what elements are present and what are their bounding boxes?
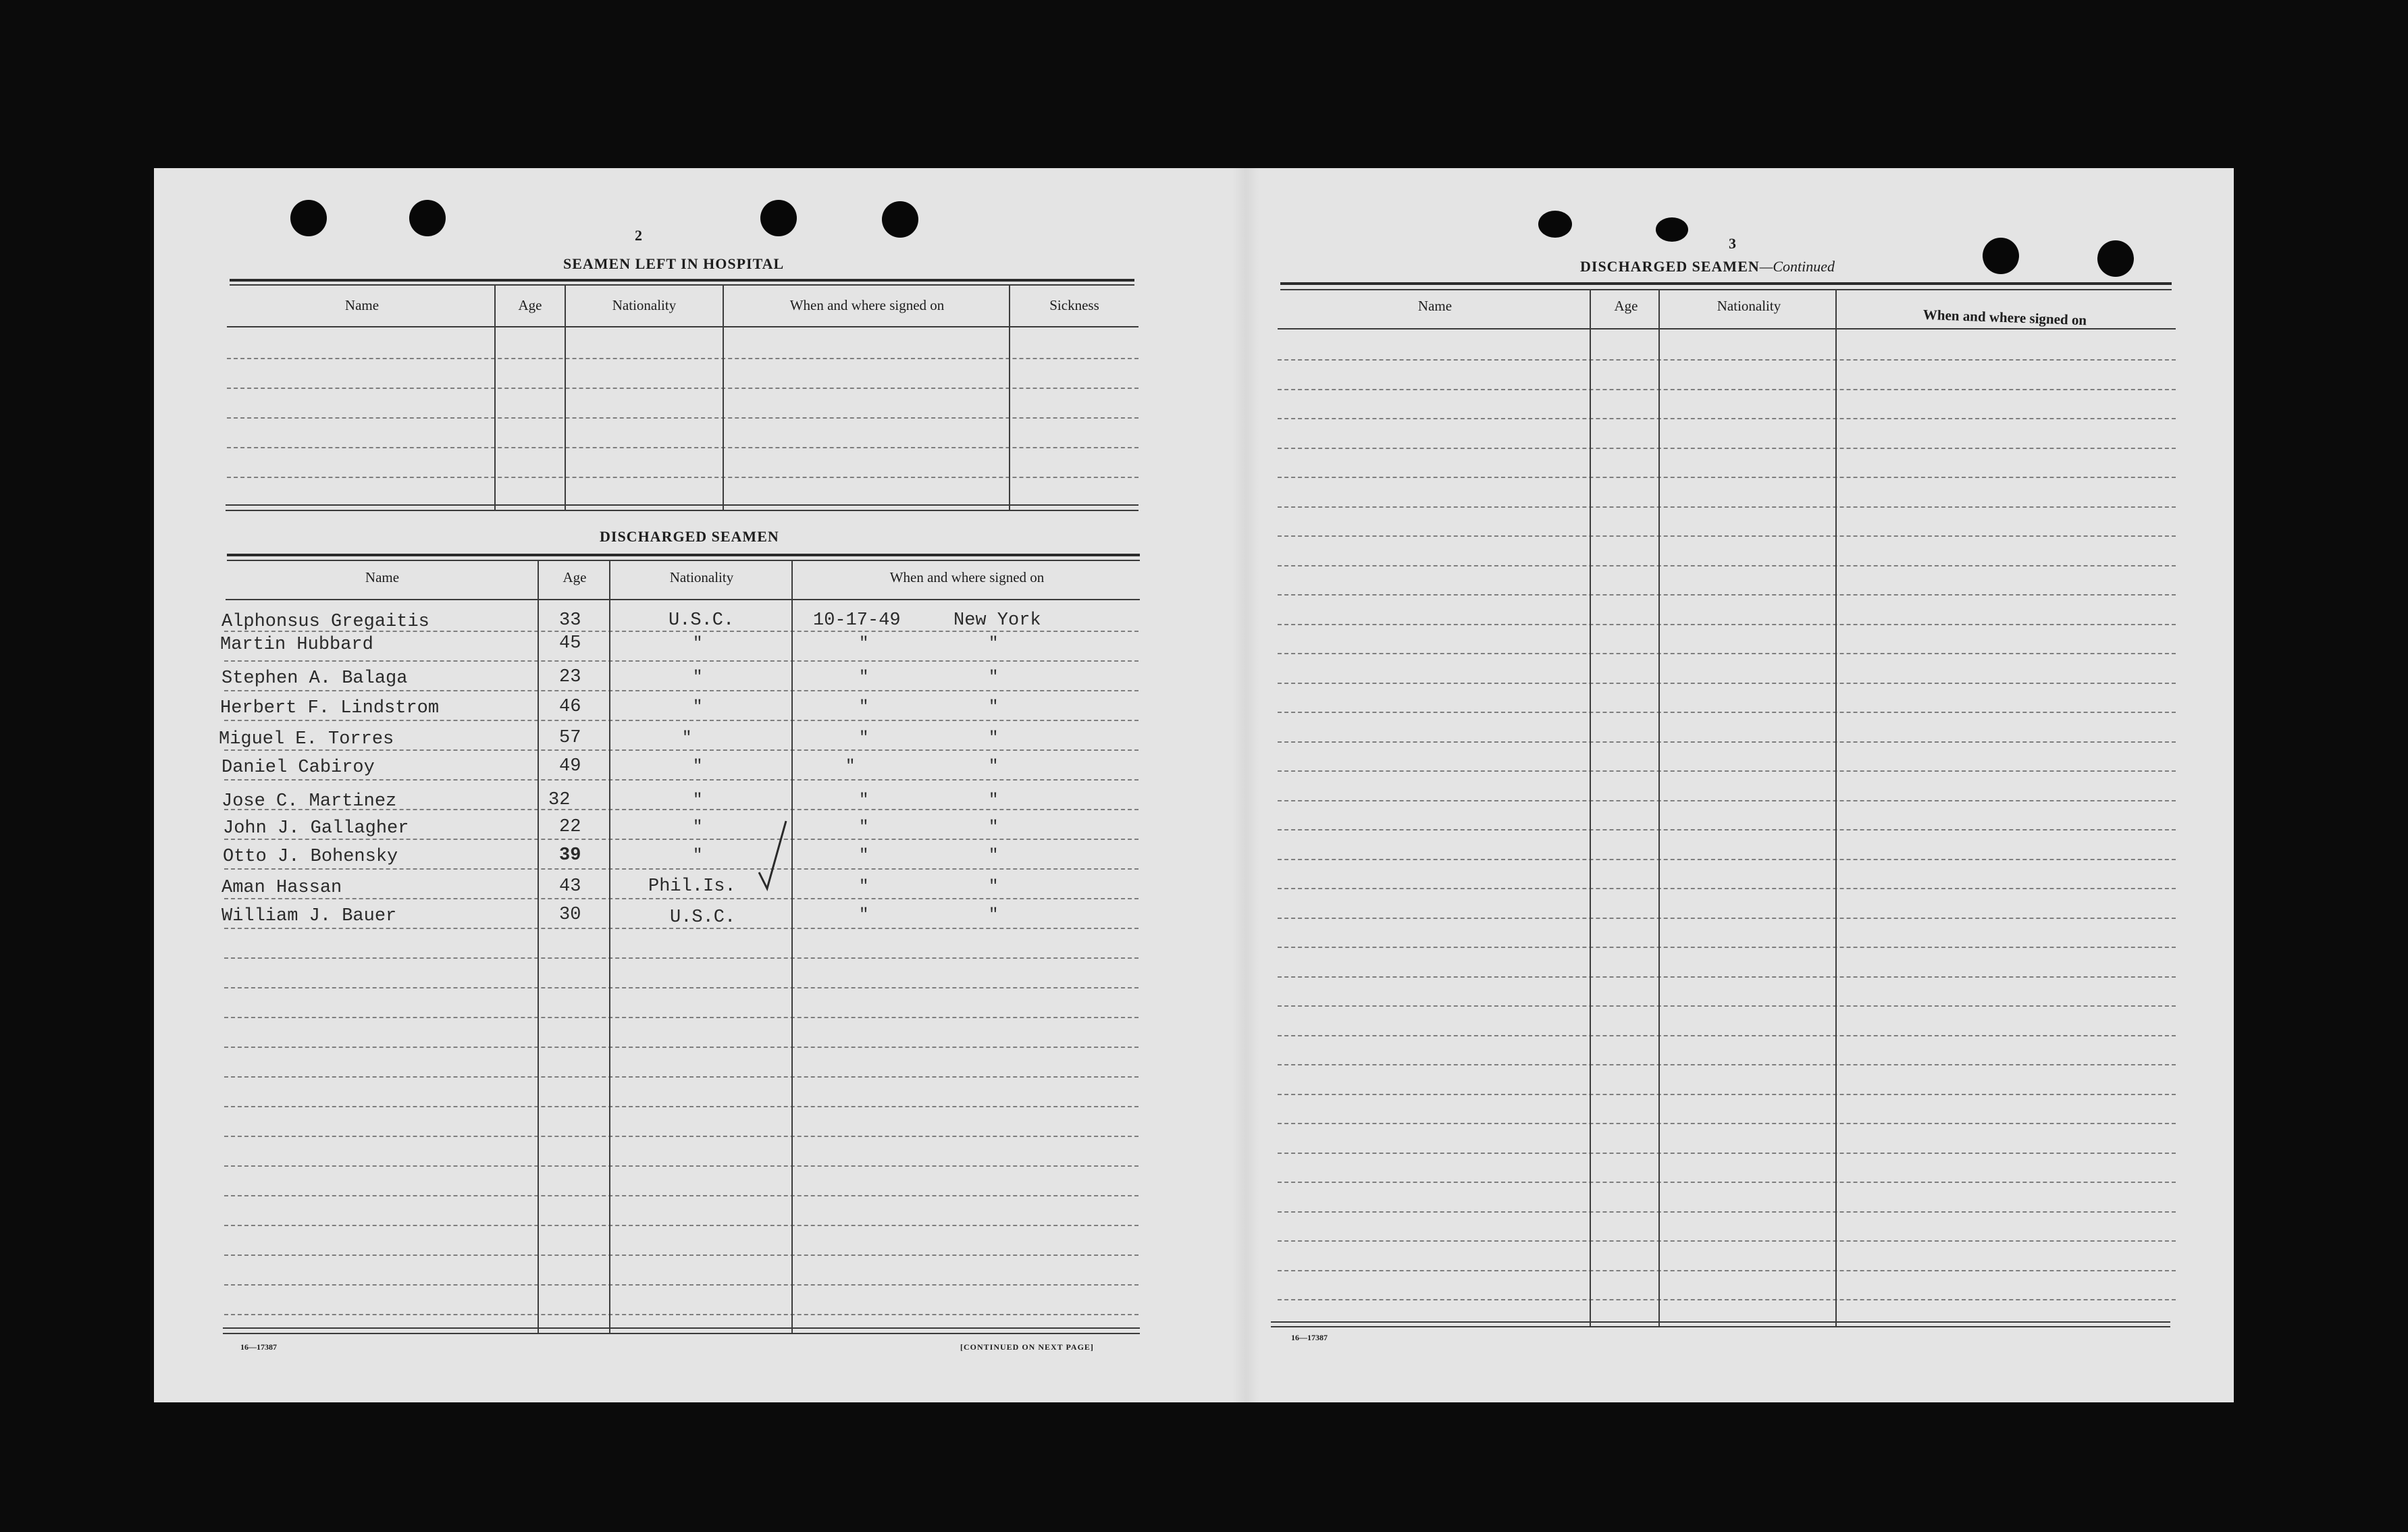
ruled-line <box>224 720 1138 721</box>
ruled-line <box>224 957 1138 959</box>
discharged-continued-title-text: DISCHARGED SEAMEN <box>1580 258 1760 275</box>
ditto-mark: " <box>859 906 869 924</box>
ruled-line <box>224 1284 1138 1286</box>
ruled-line <box>224 987 1138 988</box>
ruled-line <box>224 1225 1138 1226</box>
ditto-mark: " <box>989 729 999 747</box>
ruled-line <box>1278 859 2176 860</box>
ruled-line <box>1278 829 2176 830</box>
ruled-line <box>224 779 1138 781</box>
ditto-mark: " <box>859 847 869 865</box>
discharged-header-rule <box>226 599 1140 600</box>
right-col-divider <box>1658 289 1660 1326</box>
ditto-mark: " <box>693 668 703 687</box>
hospital-header-rule <box>227 326 1138 327</box>
right-col-divider <box>1590 289 1591 1326</box>
ruled-line <box>1278 770 2176 772</box>
ruled-line <box>224 1017 1138 1018</box>
hospital-col-divider <box>494 284 496 510</box>
ditto-mark: " <box>989 758 999 776</box>
seaman-age: 39 <box>559 845 581 866</box>
seaman-age: 43 <box>559 876 581 897</box>
right-top-rule-2 <box>1280 289 2172 290</box>
punch-hole <box>1983 238 2019 274</box>
ruled-line <box>227 358 1138 359</box>
ruled-line <box>1278 1005 2176 1007</box>
seaman-name: Stephen A. Balaga <box>221 668 408 689</box>
ruled-line <box>1278 741 2176 743</box>
ditto-mark: " <box>693 818 703 837</box>
seaman-age: 30 <box>559 905 581 925</box>
hospital-bottom-rule-2 <box>226 510 1138 511</box>
ruled-line <box>224 928 1138 929</box>
seaman-name: Martin Hubbard <box>220 635 373 655</box>
seaman-age: 33 <box>559 610 581 631</box>
seaman-age: 22 <box>559 817 581 837</box>
hospital-col-signed-on: When and where signed on <box>789 297 945 313</box>
ruled-line <box>224 1254 1138 1256</box>
ditto-mark: " <box>845 758 856 776</box>
ruled-line <box>1278 624 2176 625</box>
seaman-name: Miguel E. Torres <box>219 729 394 749</box>
seaman-name: Daniel Cabiroy <box>221 758 375 778</box>
ruled-line <box>224 1136 1138 1137</box>
ruled-line <box>224 1106 1138 1107</box>
ditto-mark: " <box>859 635 869 653</box>
ruled-line <box>1278 888 2176 889</box>
right-col-nationality: Nationality <box>1717 298 1781 314</box>
hospital-col-sickness: Sickness <box>1049 297 1099 313</box>
ruled-line <box>1278 1035 2176 1036</box>
continued-suffix: —Continued <box>1759 258 1835 275</box>
seaman-nationality: U.S.C. <box>669 610 735 631</box>
ruled-line <box>224 898 1138 899</box>
hospital-col-divider <box>1009 284 1010 510</box>
ditto-mark: " <box>859 878 869 896</box>
seaman-nationality: Phil.Is. <box>648 876 736 897</box>
discharged-col-name: Name <box>365 569 400 585</box>
ditto-mark: " <box>693 698 703 716</box>
ditto-mark: " <box>693 635 703 653</box>
punch-hole <box>1538 211 1572 238</box>
page-number: 2 <box>635 227 642 244</box>
ruled-line <box>1278 1240 2176 1242</box>
seaman-name: William J. Bauer <box>221 906 397 926</box>
ruled-line <box>1278 1123 2176 1124</box>
right-bottom-rule <box>1271 1321 2170 1323</box>
ditto-mark: " <box>693 758 703 776</box>
ruled-line <box>227 388 1138 389</box>
ditto-mark: " <box>859 818 869 837</box>
seaman-name: John J. Gallagher <box>223 818 409 839</box>
seaman-name: Jose C. Martinez <box>221 791 397 812</box>
ruled-line <box>1278 448 2176 449</box>
page-number: 3 <box>1729 235 1736 252</box>
ruled-line <box>1278 1299 2176 1300</box>
discharged-col-age: Age <box>562 569 587 585</box>
ruled-line <box>227 477 1138 478</box>
ruled-line <box>224 1165 1138 1167</box>
ditto-mark: " <box>693 847 703 865</box>
right-header-rule <box>1278 328 2176 329</box>
ditto-mark: " <box>989 847 999 865</box>
ditto-mark: " <box>989 698 999 716</box>
ruled-line <box>224 839 1138 840</box>
ruled-line <box>224 1076 1138 1078</box>
ruled-line <box>1278 506 2176 508</box>
punch-hole <box>760 200 797 236</box>
ruled-line <box>1278 976 2176 978</box>
ruled-line <box>1278 712 2176 713</box>
ruled-line <box>1278 1153 2176 1154</box>
right-col-age: Age <box>1614 298 1638 314</box>
ditto-mark: " <box>693 791 703 810</box>
form-code: 16—17387 <box>240 1342 277 1352</box>
ruled-line <box>224 1195 1138 1196</box>
punch-hole <box>882 201 918 238</box>
ruled-line <box>224 868 1138 870</box>
discharged-col-signed-on: When and where signed on <box>889 569 1045 585</box>
seaman-age: 57 <box>559 728 581 748</box>
continued-note: [CONTINUED ON NEXT PAGE] <box>960 1342 1094 1352</box>
hospital-top-rule <box>230 279 1134 282</box>
ruled-line <box>1278 1064 2176 1065</box>
ruled-line <box>227 447 1138 448</box>
hospital-bottom-rule <box>226 504 1138 506</box>
seaman-age: 32 <box>548 790 571 810</box>
checkmark-icon <box>755 818 795 893</box>
hospital-col-divider <box>723 284 724 510</box>
hospital-col-name: Name <box>344 297 379 313</box>
seaman-name: Aman Hassan <box>221 878 342 898</box>
discharged-continued-title <box>1580 258 1835 275</box>
signed-on-date: 10-17-49 <box>813 610 901 631</box>
right-col-name: Name <box>1417 298 1452 314</box>
seaman-age: 23 <box>559 667 581 687</box>
ruled-line <box>1278 1094 2176 1095</box>
punch-hole <box>1656 217 1688 242</box>
discharged-col-divider <box>538 560 539 1333</box>
ruled-line <box>1278 683 2176 684</box>
form-code: 16—17387 <box>1291 1333 1328 1342</box>
ditto-mark: " <box>989 906 999 924</box>
ditto-mark: " <box>989 668 999 687</box>
hospital-col-age: Age <box>518 297 542 313</box>
right-col-signed-on: When and where signed on <box>1922 306 2087 329</box>
signed-on-place: New York <box>953 610 1041 631</box>
ditto-mark: " <box>989 818 999 837</box>
seaman-nationality: U.S.C. <box>670 907 736 928</box>
ruled-line <box>224 1047 1138 1048</box>
seaman-name: Alphonsus Gregaitis <box>221 612 429 632</box>
discharged-col-divider <box>791 560 793 1333</box>
right-col-divider <box>1835 289 1837 1326</box>
discharged-section-title: DISCHARGED SEAMEN <box>600 528 779 545</box>
ruled-line <box>1278 1182 2176 1183</box>
discharged-col-nationality: Nationality <box>669 569 734 585</box>
seaman-name: Otto J. Bohensky <box>223 847 398 867</box>
ditto-mark: " <box>989 791 999 810</box>
ruled-line <box>1278 594 2176 596</box>
seaman-age: 49 <box>559 756 581 776</box>
seaman-age: 46 <box>559 697 581 717</box>
seaman-age: 45 <box>559 633 581 654</box>
discharged-top-rule-2 <box>227 560 1140 561</box>
ruled-line <box>1278 389 2176 390</box>
discharged-top-rule <box>227 554 1140 556</box>
ruled-line <box>1278 947 2176 948</box>
discharged-bottom-rule-2 <box>223 1333 1140 1334</box>
ruled-line <box>224 690 1138 691</box>
ruled-line <box>1278 565 2176 566</box>
ditto-mark: " <box>859 698 869 716</box>
punch-hole <box>2097 240 2134 277</box>
ditto-mark: " <box>859 729 869 747</box>
ruled-line <box>1278 800 2176 801</box>
right-bottom-rule-2 <box>1271 1326 2170 1327</box>
ruled-line <box>224 660 1138 662</box>
ruled-line <box>1278 1211 2176 1213</box>
ruled-line <box>224 1314 1138 1315</box>
ruled-line <box>1278 653 2176 654</box>
ruled-line <box>1278 477 2176 478</box>
ditto-mark: " <box>859 668 869 687</box>
ditto-mark: " <box>989 635 999 653</box>
right-top-rule <box>1280 282 2172 285</box>
discharged-bottom-rule <box>223 1327 1140 1329</box>
punch-hole <box>290 200 327 236</box>
ditto-mark: " <box>682 729 692 747</box>
document-sheet <box>154 168 2234 1402</box>
ruled-line <box>227 417 1138 419</box>
ruled-line <box>1278 1270 2176 1271</box>
hospital-top-rule-2 <box>230 284 1134 286</box>
page-fold <box>1232 168 1259 1402</box>
discharged-col-divider <box>609 560 610 1333</box>
hospital-col-divider <box>565 284 566 510</box>
ruled-line <box>224 749 1138 751</box>
ruled-line <box>1278 535 2176 537</box>
ruled-line <box>1278 918 2176 919</box>
hospital-col-nationality: Nationality <box>612 297 677 313</box>
ditto-mark: " <box>859 791 869 810</box>
ruled-line <box>1278 359 2176 361</box>
ruled-line <box>1278 418 2176 419</box>
hospital-section-title: SEAMEN LEFT IN HOSPITAL <box>563 255 785 272</box>
punch-hole <box>409 200 446 236</box>
ditto-mark: " <box>989 878 999 896</box>
seaman-name: Herbert F. Lindstrom <box>220 698 440 718</box>
